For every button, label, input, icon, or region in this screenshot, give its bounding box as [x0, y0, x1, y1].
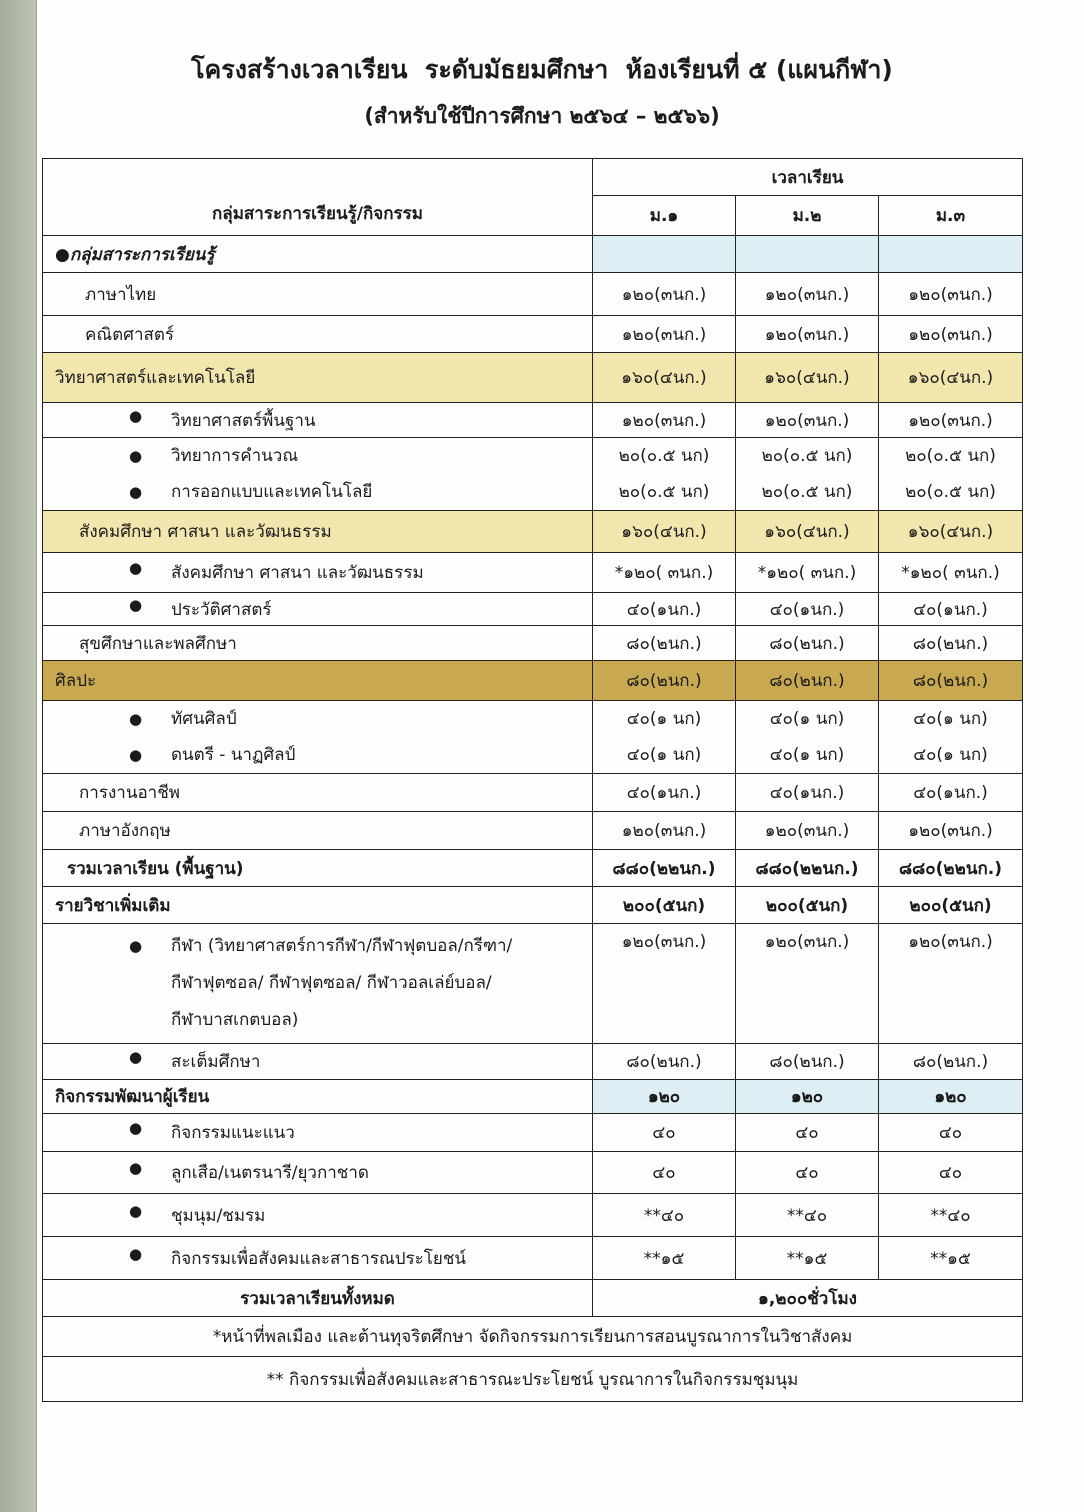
footnote-civics: *หน้าที่พลเมือง และต้านทุจริตศึกษา จัดกิจกรรมการเรียนการสอนบูรณาการในวิชาสังคม	[43, 1317, 1023, 1357]
m2-hours	[736, 236, 879, 273]
row-math	[43, 316, 1023, 353]
row-stem	[43, 1044, 1023, 1080]
m2-hours: ๘๐(๒นก.)	[736, 626, 879, 661]
m2-hours-cell	[736, 701, 879, 774]
row-social-studies-group	[43, 511, 1023, 553]
m3-hours: ๑๖๐(๔นก.)	[879, 353, 1023, 403]
row-thai	[43, 273, 1023, 316]
row-social-studies	[43, 553, 1023, 593]
page-edge-background	[0, 0, 37, 1512]
m2-hours: ๔๐(๑นก.)	[736, 774, 879, 812]
subject-label: สังคมศึกษา ศาสนา และวัฒนธรรม	[43, 511, 593, 553]
m1-hours: ๔๐(๑ นก)	[626, 709, 702, 729]
document-subtitle: (สำหรับใช้ปีการศึกษา ๒๕๖๔ – ๒๕๖๖)	[364, 104, 720, 128]
bullet-icon: ●	[129, 559, 143, 577]
subject-label: ดนตรี - นาฏศิลป์	[171, 745, 296, 765]
m1-hours: ๔๐(๑นก.)	[593, 593, 736, 626]
m2-hours: ๔๐(๑ นก)	[769, 745, 845, 765]
m3-hours: ๑๒๐	[879, 1080, 1023, 1114]
bullet-icon: ●	[129, 1048, 143, 1066]
m1-hours: ๑๒๐(๓นก.)	[593, 316, 736, 353]
m3-hours: ๔๐(๑ นก)	[913, 709, 988, 729]
m2-hours: *๑๒๐( ๓นก.)	[736, 553, 879, 593]
subject-label: รวมเวลาเรียน (พื้นฐาน)	[43, 850, 593, 887]
subject-label: ประวัติศาสตร์	[171, 599, 272, 620]
m2-hours-cell	[736, 438, 879, 511]
m1-hours: ๑๒๐(๓นก.)	[593, 403, 736, 438]
m2-hours: ๔๐	[736, 1114, 879, 1152]
m2-hours: ๒๐(๐.๕ นก)	[761, 482, 853, 502]
row-health-pe	[43, 626, 1023, 661]
row-public-service	[43, 1237, 1023, 1280]
subject-label: วิทยาศาสตร์พื้นฐาน	[171, 410, 316, 431]
m3-hours: ๑๒๐(๓นก.)	[879, 316, 1023, 353]
m3-hours-cell	[879, 701, 1023, 774]
m1-hours: ๔๐(๑นก.)	[593, 774, 736, 812]
m2-hours: ๑๒๐(๓นก.)	[736, 316, 879, 353]
row-guidance	[43, 1114, 1023, 1152]
m1-hours: ๒๐(๐.๕ นก)	[618, 482, 710, 502]
m2-hours: ๑๒๐(๓นก.)	[736, 403, 879, 438]
m3-hours: ๒๐(๐.๕ นก)	[905, 446, 996, 466]
time-group-header: เวลาเรียน	[593, 159, 1023, 196]
row-sports	[43, 924, 1023, 1044]
m3-hours: ๔๐	[879, 1114, 1023, 1152]
m2-hours: ๑๒๐(๓นก.)	[736, 924, 879, 1044]
m2-hours: ๒๐๐(๕นก)	[736, 887, 879, 924]
m3-hours: ๘๘๐(๒๒นก.)	[879, 850, 1023, 887]
m1-hours: ๑๖๐(๔นก.)	[593, 353, 736, 403]
row-occupations	[43, 774, 1023, 812]
m2-hours: ๑๒๐	[736, 1080, 879, 1114]
m3-hours: ๑๒๐(๓นก.)	[879, 403, 1023, 438]
footnote-public-service: ** กิจกรรมเพื่อสังคมและสาธารณะประโยชน์ บูรณาการในกิจกรรมชุมนุม	[43, 1357, 1023, 1402]
subject-label-line: กีฬาบาสเกตบอล)	[171, 1010, 299, 1030]
row-computing-design	[43, 438, 1023, 511]
subject-label: ชุมนุม/ชมรม	[171, 1205, 266, 1226]
m2-hours: ๔๐(๑นก.)	[736, 593, 879, 626]
subject-label: ●กลุ่มสาระการเรียนรู้	[43, 236, 593, 273]
m2-hours: ๘๐(๒นก.)	[736, 661, 879, 701]
m1-hours	[593, 236, 736, 273]
subject-label: สะเต็มศึกษา	[171, 1052, 261, 1072]
m3-hours: ๔๐(๑นก.)	[879, 593, 1023, 626]
m2-hours: ๑๒๐(๓นก.)	[736, 812, 879, 850]
subject-label: ภาษาอังกฤษ	[43, 812, 593, 850]
bullet-icon: ●	[129, 447, 143, 465]
m2-hours: ๔๐	[736, 1152, 879, 1194]
subject-label: วิทยาการคำนวณ	[171, 446, 299, 466]
m1-hours: **๑๕	[593, 1237, 736, 1280]
row-additional-courses	[43, 887, 1023, 924]
row-english	[43, 812, 1023, 850]
header-row-1	[43, 159, 1023, 196]
m3-hours: ๘๐(๒นก.)	[879, 626, 1023, 661]
m3-hours: ๑๖๐(๔นก.)	[879, 511, 1023, 553]
m2-hours: **๔๐	[736, 1194, 879, 1237]
bullet-icon: ●	[129, 1244, 143, 1263]
subject-label: การออกแบบและเทคโนโลยี	[171, 482, 373, 502]
m1-hours: ๑๒๐	[593, 1080, 736, 1114]
subject-label-cell	[43, 1044, 593, 1080]
subject-label-cell	[43, 438, 593, 511]
m2-hours: ๘๐(๒นก.)	[736, 1044, 879, 1080]
bullet-icon: ●	[129, 937, 143, 955]
m1-hours: ๔๐	[593, 1152, 736, 1194]
subject-column-header: กลุ่มสาระการเรียนรู้/กิจกรรม	[43, 159, 593, 236]
subject-label-cell	[43, 1114, 593, 1152]
m1-hours: *๑๒๐( ๓นก.)	[593, 553, 736, 593]
m1-hours-cell	[593, 438, 736, 511]
m3-hours: ๘๐(๒นก.)	[879, 1044, 1023, 1080]
row-learning-areas-heading	[43, 236, 1023, 273]
m1-hours: ๒๐๐(๕นก)	[593, 887, 736, 924]
m3-hours: ๔๐(๑ นก)	[913, 745, 988, 765]
footnote-row	[43, 1357, 1023, 1402]
m1-hours: ๑๖๐(๔นก.)	[593, 511, 736, 553]
m3-hours: ๔๐	[879, 1152, 1023, 1194]
subject-label: วิทยาศาสตร์และเทคโนโลยี	[43, 353, 593, 403]
m1-hours: ๘๐(๒นก.)	[593, 626, 736, 661]
bullet-icon: ●	[129, 1119, 143, 1137]
bullet-icon: ●	[129, 1159, 143, 1177]
m3-hours: ๑๒๐(๓นก.)	[879, 273, 1023, 316]
bullet-icon: ●	[129, 1201, 143, 1220]
m3-hours: ๘๐(๒นก.)	[879, 661, 1023, 701]
bullet-icon: ●	[129, 746, 143, 764]
grade-m2-header: ม.๒	[736, 196, 879, 236]
row-basic-science	[43, 403, 1023, 438]
grand-total-label: รวมเวลาเรียนทั้งหมด	[43, 1280, 593, 1317]
subject-label: กิจกรรมพัฒนาผู้เรียน	[43, 1080, 593, 1114]
subject-label-cell	[43, 924, 593, 1044]
subject-label-cell	[43, 403, 593, 438]
row-clubs	[43, 1194, 1023, 1237]
curriculum-time-table	[42, 158, 1023, 1402]
row-grand-total	[43, 1280, 1023, 1317]
row-student-activities	[43, 1080, 1023, 1114]
subject-label: สังคมศึกษา ศาสนา และวัฒนธรรม	[171, 563, 424, 583]
m2-hours: ๑๖๐(๔นก.)	[736, 353, 879, 403]
m3-hours	[879, 236, 1023, 273]
subject-label: ศิลปะ	[43, 661, 593, 701]
grade-m3-header: ม.๓	[879, 196, 1023, 236]
m1-hours: ๒๐(๐.๕ นก)	[618, 446, 710, 466]
m2-hours: ๑๒๐(๓นก.)	[736, 273, 879, 316]
subject-label: ลูกเสือ/เนตรนารี/ยุวกาชาด	[171, 1163, 369, 1183]
m1-hours: **๔๐	[593, 1194, 736, 1237]
subject-label-cell	[43, 593, 593, 626]
m1-hours: ๑๒๐(๓นก.)	[593, 924, 736, 1044]
subject-label-line: กีฬา (วิทยาศาสตร์การกีฬา/กีฬาฟุตบอล/กรีฑา/	[171, 936, 513, 956]
m3-hours: ๒๐๐(๕นก)	[879, 887, 1023, 924]
m3-hours: **๔๐	[879, 1194, 1023, 1237]
bullet-icon: ●	[129, 710, 143, 728]
row-science-technology	[43, 353, 1023, 403]
m2-hours: ๒๐(๐.๕ นก)	[761, 446, 853, 466]
m3-hours: ๒๐(๐.๕ นก)	[905, 482, 996, 502]
document-title: โครงสร้างเวลาเรียน ระดับมัธยมศึกษา ห้องเรียนที่ ๕ (แผนกีฬา)	[191, 55, 893, 84]
subject-label: กิจกรรมเพื่อสังคมและสาธารณประโยชน์	[171, 1248, 467, 1269]
m3-hours: ๑๒๐(๓นก.)	[879, 812, 1023, 850]
m3-hours: *๑๒๐( ๓นก.)	[879, 553, 1023, 593]
row-visual-music-dance	[43, 701, 1023, 774]
subject-label: ภาษาไทย	[43, 273, 593, 316]
m1-hours: ๘๐(๒นก.)	[593, 1044, 736, 1080]
subject-label-cell	[43, 1237, 593, 1280]
m3-hours: ๑๒๐(๓นก.)	[879, 924, 1023, 1044]
m1-hours-cell	[593, 701, 736, 774]
row-arts	[43, 661, 1023, 701]
subject-label-cell	[43, 1152, 593, 1194]
footnote-row	[43, 1317, 1023, 1357]
subject-label-line: กีฬาฟุตซอล/ กีฬาฟุตซอล/ กีฬาวอลเล่ย์บอล/	[171, 973, 492, 993]
m2-hours: **๑๕	[736, 1237, 879, 1280]
m1-hours: ๑๒๐(๓นก.)	[593, 273, 736, 316]
m1-hours: ๘๘๐(๒๒นก.)	[593, 850, 736, 887]
subject-label-cell	[43, 701, 593, 774]
m2-hours: ๔๐(๑ นก)	[769, 709, 845, 729]
grade-m1-header: ม.๑	[593, 196, 736, 236]
grand-total-value: ๑,๒๐๐ชั่วโมง	[593, 1280, 1023, 1317]
bullet-icon: ●	[129, 406, 143, 425]
m1-hours: ๔๐(๑ นก)	[626, 745, 702, 765]
m3-hours: **๑๕	[879, 1237, 1023, 1280]
bullet-icon: ●	[129, 595, 143, 614]
subject-label: การงานอาชีพ	[43, 774, 593, 812]
m2-hours: ๘๘๐(๒๒นก.)	[736, 850, 879, 887]
m1-hours: ๘๐(๒นก.)	[593, 661, 736, 701]
row-history	[43, 593, 1023, 626]
row-scouts	[43, 1152, 1023, 1194]
subject-label: ทัศนศิลป์	[171, 709, 237, 729]
m3-hours: ๔๐(๑นก.)	[879, 774, 1023, 812]
subject-label	[171, 928, 512, 1039]
row-basic-total	[43, 850, 1023, 887]
subject-label: รายวิชาเพิ่มเติม	[43, 887, 593, 924]
m1-hours: ๔๐	[593, 1114, 736, 1152]
subject-label-cell	[43, 553, 593, 593]
subject-label: กิจกรรมแนะแนว	[171, 1123, 295, 1143]
m2-hours: ๑๖๐(๔นก.)	[736, 511, 879, 553]
subject-label: สุขศึกษาและพลศึกษา	[43, 626, 593, 661]
m3-hours-cell	[879, 438, 1023, 511]
subject-label-cell	[43, 1194, 593, 1237]
bullet-icon: ●	[129, 483, 143, 501]
m1-hours: ๑๒๐(๓นก.)	[593, 812, 736, 850]
subject-label: คณิตศาสตร์	[43, 316, 593, 353]
